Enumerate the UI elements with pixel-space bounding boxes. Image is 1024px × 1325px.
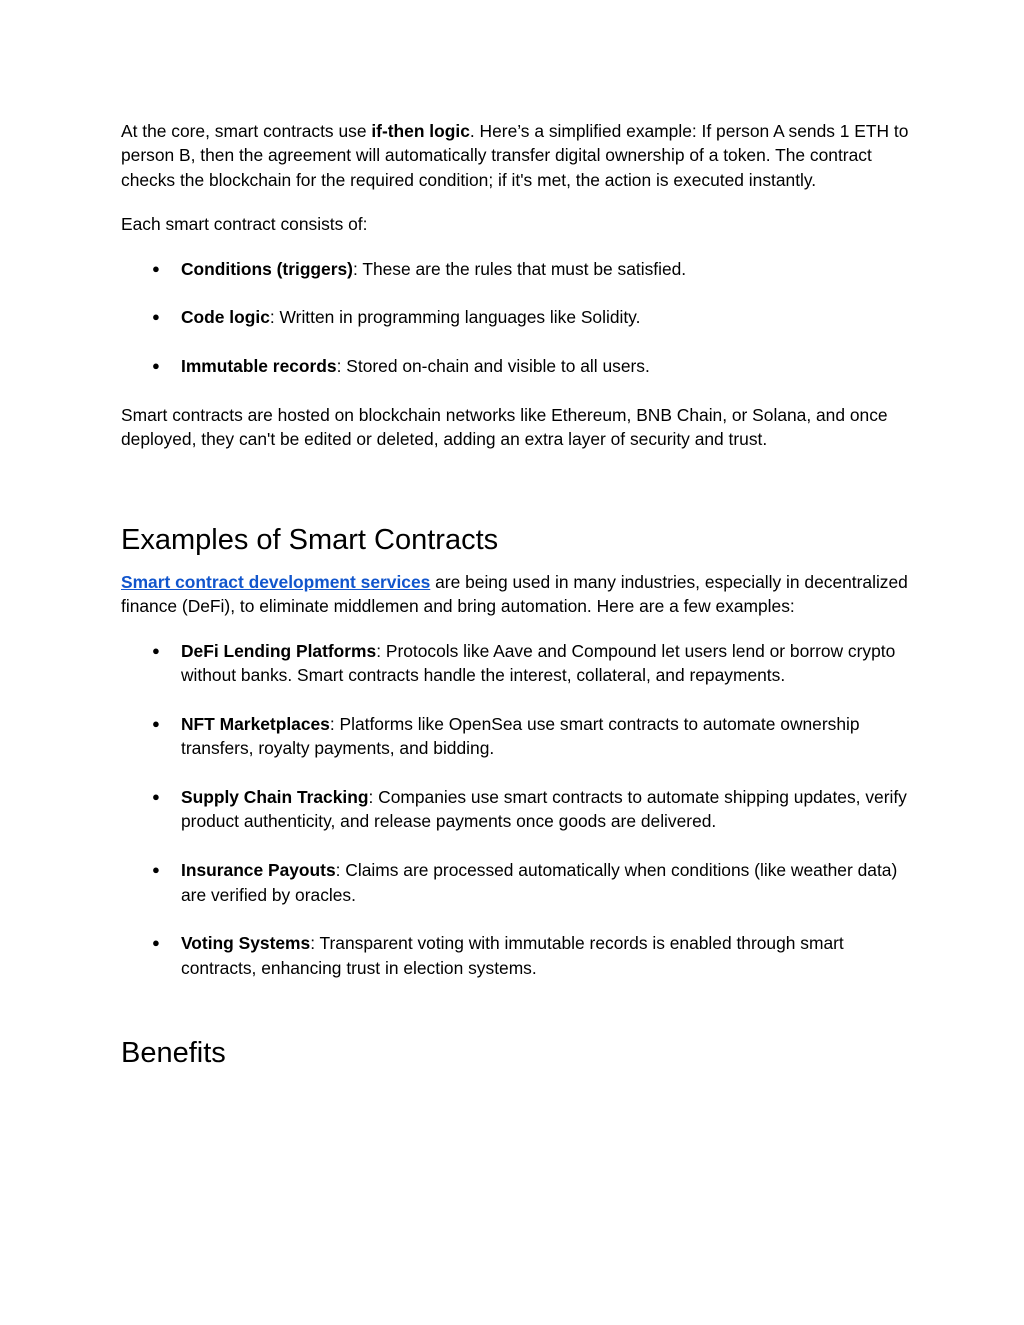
bullet-icon: ●: [152, 260, 160, 276]
list-item-desc: : Written in programming languages like Solidity.: [269, 307, 641, 328]
list-item-desc: : These are the rules that must be satisfied.: [352, 258, 687, 279]
document-page: [121, 119, 911, 1071]
smart-contract-services-link[interactable]: Smart contract development services: [121, 571, 431, 592]
list-item: [121, 257, 911, 281]
list-item-desc: : Platforms like OpenSea use smart contracts to automate ownership transfers, royalty payments, and bidding.: [181, 713, 860, 759]
list-item-desc: : Transparent voting with immutable records is enabled through smart contracts, enhancing trust in election systems.: [181, 933, 844, 978]
list-item: [121, 305, 911, 329]
list-item-term: Insurance Payouts: [181, 860, 336, 881]
list-item-term: NFT Marketplaces: [181, 713, 330, 734]
list-item: [121, 712, 911, 761]
bullet-icon: ●: [152, 642, 160, 658]
list-item-desc: : Stored on-chain and visible to all users.: [336, 356, 650, 377]
bullet-icon: ●: [152, 715, 160, 731]
bullet-icon: ●: [152, 358, 160, 374]
examples-heading: Examples of Smart Contracts: [121, 523, 499, 556]
intro-paragraph: [121, 119, 911, 192]
list-item-desc: : Protocols like Aave and Compound let users lend or borrow crypto without banks. Smart contracts handle the interest, collateral, and repayments.: [181, 640, 896, 686]
consists-intro: Each smart contract consists of:: [121, 214, 368, 235]
list-item-term: Code logic: [181, 307, 270, 328]
list-item-term: Immutable records: [181, 356, 337, 377]
bullet-icon: ●: [152, 309, 160, 325]
intro-bold-term: if-then logic: [371, 121, 470, 141]
list-item: [121, 639, 911, 688]
list-item-desc: : Claims are processed automatically when conditions (like weather data) are verified by oracles.: [181, 860, 898, 905]
list-item: [121, 354, 911, 378]
list-item-term: DeFi Lending Platforms: [181, 640, 377, 661]
components-list: [121, 257, 911, 379]
benefits-heading: Benefits: [121, 1037, 226, 1070]
list-item-term: Conditions (triggers): [181, 258, 353, 279]
examples-list: [121, 639, 911, 981]
intro-text-start: At the core, smart contracts use: [121, 121, 372, 141]
hosted-paragraph: Smart contracts are hosted on blockchain networks like Ethereum, BNB Chain, or Solana, and once deployed, they can't be edited or deleted, adding an extra layer of security and trust.: [121, 405, 888, 450]
bullet-icon: ●: [152, 862, 160, 878]
list-item-term: Voting Systems: [181, 933, 311, 954]
bullet-icon: ●: [152, 935, 160, 951]
list-item: [121, 931, 911, 980]
list-item: [121, 785, 911, 834]
bullet-icon: ●: [152, 789, 160, 805]
examples-intro-text: are being used in many industries, especially in decentralized finance (DeFi), to eliminate middlemen and bring automation. Here are a few examples:: [121, 571, 908, 617]
examples-intro-paragraph: [121, 570, 911, 619]
intro-text-end: . Here’s a simplified example: If person A sends 1 ETH to person B, then the agreement will automatically transfer digital ownership of a token. The contract checks the blockchain for the required condition; if it's met, the action is executed instantly.: [121, 121, 909, 190]
list-item-desc: : Companies use smart contracts to automate shipping updates, verify product authenticity, and release payments once goods are delivered.: [181, 787, 907, 832]
list-item-term: Supply Chain Tracking: [181, 787, 369, 808]
list-item: [121, 858, 911, 907]
